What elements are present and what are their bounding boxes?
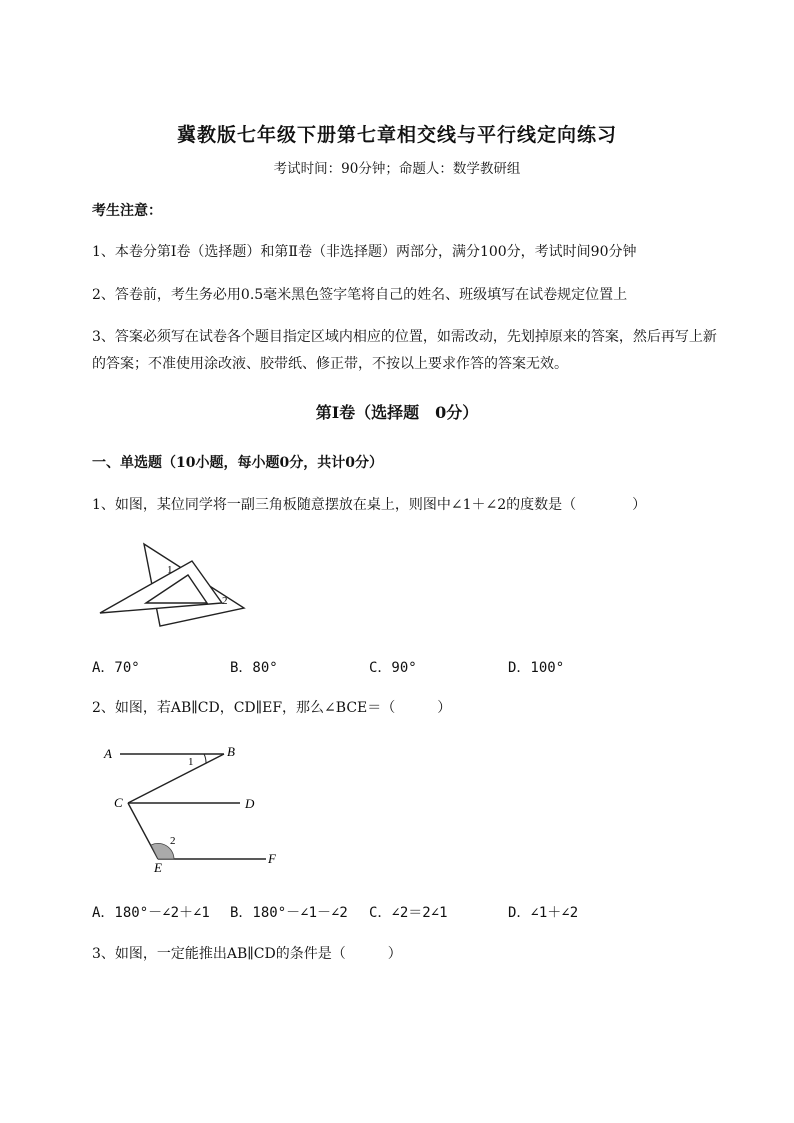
notice-item-3-cont: 的答案；不准使用涂改液、胶带纸、修正带，不按以上要求作答的答案无效。 [92,356,568,372]
line-cb [128,754,224,803]
question-1-figure [96,540,248,630]
angle-label-2: 2 [222,595,228,607]
point-label-f: F [268,851,276,866]
question-2-choice-d: D．∠1＋∠2 [508,905,579,921]
angle-label-2: 2 [170,835,176,847]
part-heading: 一、单选题（10小题，每小题0分，共计0分） [92,455,383,471]
angle-1-arc [204,754,206,763]
page-title: 冀教版七年级下册第七章相交线与平行线定向练习 [176,124,617,146]
question-2-stem: 2、如图，若AB∥CD，CD∥EF，那么∠BCE＝（ ） [92,700,452,716]
point-label-c: C [114,795,123,810]
point-label-a: A [104,746,112,761]
question-2-choice-c: C．∠2＝2∠1 [369,905,448,921]
point-label-b: B [227,744,235,759]
question-1-choice-c: C．90° [369,660,417,676]
question-2-choice-b: B．180°－∠1－∠2 [230,905,348,921]
angle-label-1: 1 [167,564,173,576]
notice-item-3: 3、答案必须写在试卷各个题目指定区域内相应的位置，如需改动，先划掉原来的答案，然后再写上新 [92,329,717,345]
exam-subtitle: 考试时间：90分钟；命题人：数学教研组 [273,161,521,177]
question-1-stem: 1、如图，某位同学将一副三角板随意摆放在桌上，则图中∠1＋∠2的度数是（ ） [92,497,647,513]
notice-heading: 考生注意： [92,203,162,219]
section-title: 第Ⅰ卷（选择题 0分） [315,403,479,422]
notice-item-2: 2、答卷前，考生务必用0.5毫米黑色签字笔将自己的姓名、班级填写在试卷规定位置上 [92,287,628,303]
question-3-stem: 3、如图，一定能推出AB∥CD的条件是（ ） [92,946,402,962]
question-1-choice-a: A．70° [92,660,140,676]
notice-item-1: 1、本卷分第Ⅰ卷（选择题）和第Ⅱ卷（非选择题）两部分，满分100分，考试时间90分钟 [92,244,637,260]
question-2-choice-a: A．180°－∠2＋∠1 [92,905,210,921]
angle-label-1: 1 [188,756,194,768]
question-2-figure [100,740,290,875]
point-label-e: E [154,860,162,875]
point-label-d: D [245,796,255,811]
question-1-choice-b: B．80° [230,660,278,676]
question-1-choice-d: D．100° [508,660,565,676]
